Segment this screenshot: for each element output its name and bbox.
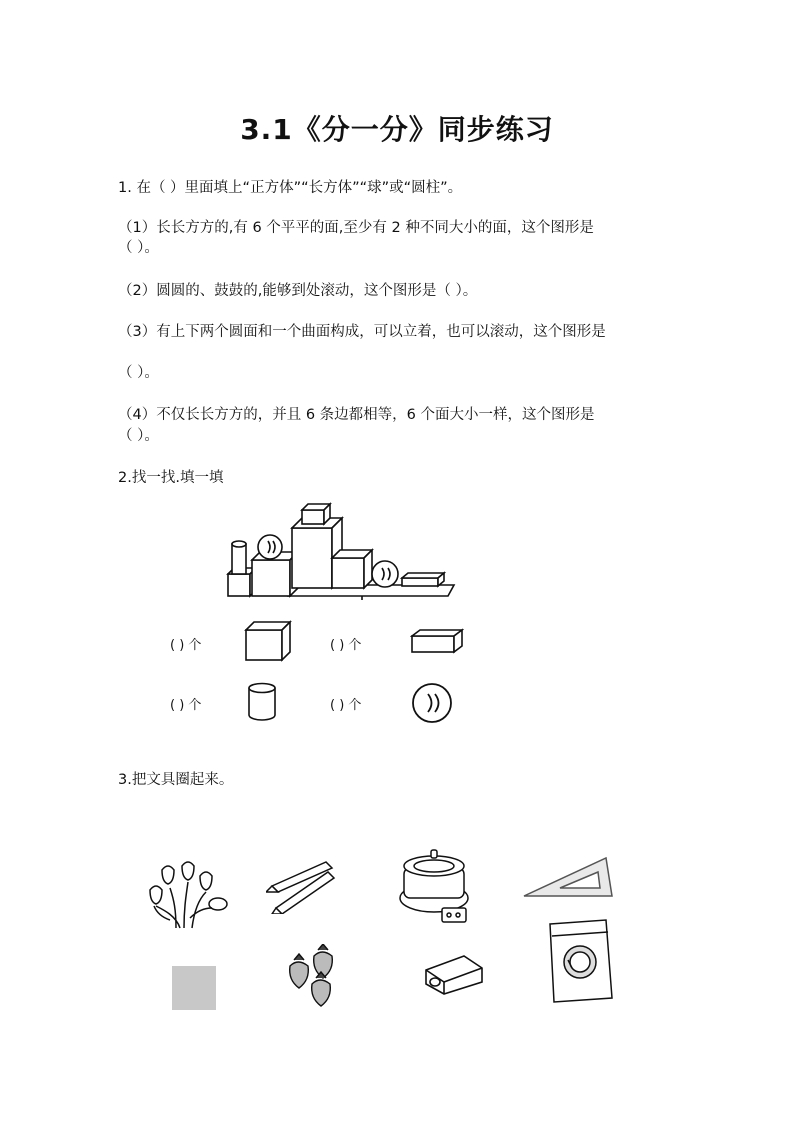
question-1-part-1-line-1: （1）长长方方的,有 6 个平平的面,至少有 2 种不同大小的面，这个图形是 [118,220,594,236]
gray-square-image[interactable] [172,966,216,1010]
question-1-part-1-line-2: （ ）。 [118,240,159,256]
tulip-flowers-image[interactable] [146,860,230,932]
question-3-stem: 3.把文具圈起来。 [118,772,234,788]
pencil-sharpener-image[interactable] [424,954,486,996]
question-1-part-3-line-1: （3）有上下两个圆面和一个曲面构成，可以立着，也可以滚动，这个图形是 [118,324,606,340]
sphere-icon [410,682,454,724]
page-title: 3.1《分一分》同步练习 [240,113,554,146]
cylinder-icon [246,682,278,722]
question-1-part-4-line-1: （4）不仅长长方方的，并且 6 条边都相等，6 个面大小一样，这个图形是 [118,407,595,423]
question-2-stem: 2.找一找.填一填 [118,470,224,486]
washing-machine-image[interactable] [546,918,616,1004]
blank-cylinder-count[interactable]: ( ) 个 [170,698,202,713]
question-1-part-4-line-2: （ ）。 [118,428,159,444]
triangle-ruler-image[interactable] [522,856,616,900]
blank-cuboid-count[interactable]: ( ) 个 [330,638,362,653]
blank-sphere-count[interactable]: ( ) 个 [330,698,362,713]
question-1-stem: 1. 在（ ）里面填上“正方体”“长方体”“球”或“圆柱”。 [118,180,463,196]
rice-cooker-image[interactable] [396,848,480,924]
cube-icon [244,620,294,662]
strawberries-image[interactable] [284,944,344,1010]
question-1-part-3-line-2: （ ）。 [118,365,159,381]
pencils-image[interactable] [266,858,338,914]
solids-stack-figure [222,500,462,605]
question-1-part-2: （2）圆圆的、鼓鼓的,能够到处滚动，这个图形是（ ）。 [118,283,478,299]
cuboid-icon [410,628,464,654]
blank-cube-count[interactable]: ( ) 个 [170,638,202,653]
